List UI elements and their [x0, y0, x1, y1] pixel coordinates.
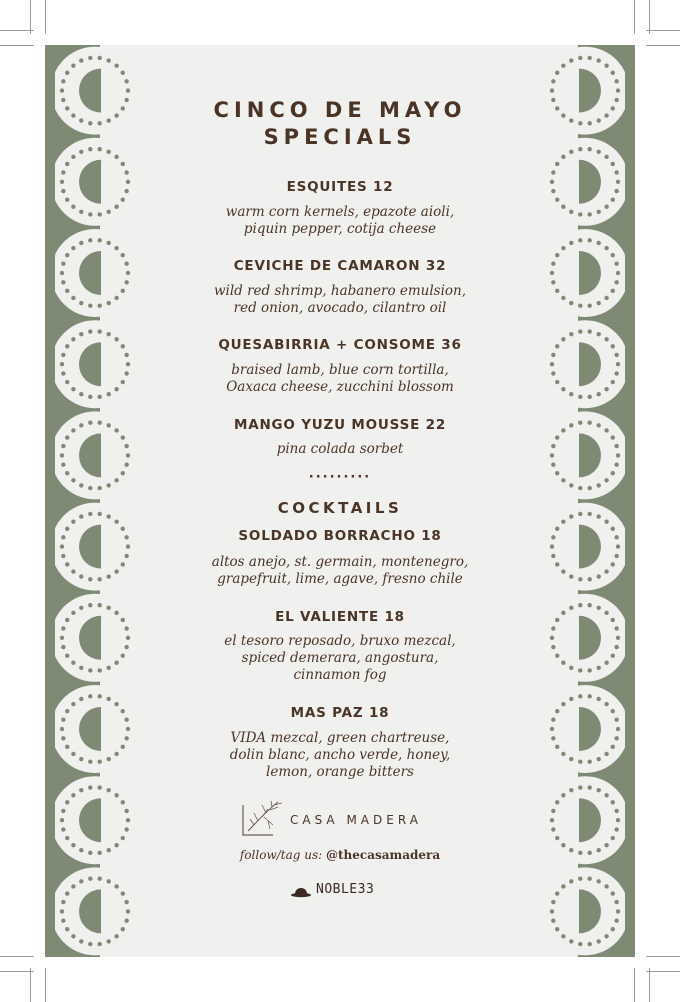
- menu-item-desc-line: altos anejo, st. germain, montenegro,: [211, 554, 469, 570]
- menu-item-desc: [100, 633, 580, 684]
- menu-item-desc-line: cinnamon fog: [293, 667, 387, 683]
- crop-mark: [45, 968, 46, 1002]
- menu-item-desc: [100, 441, 580, 458]
- section-title-cocktails: COCKTAILS: [277, 499, 403, 517]
- menu-item-name: EL VALIENTE 18: [275, 609, 405, 625]
- crop-mark: [646, 971, 680, 972]
- casa-madera-logo: [240, 799, 460, 843]
- crop-mark: [634, 0, 635, 34]
- crop-mark: [649, 0, 650, 34]
- menu-item-desc-line: dolin blanc, ancho verde, honey,: [229, 747, 451, 763]
- menu-item-desc-line: VIDA mezcal, green chartreuse,: [230, 730, 450, 746]
- follow-prefix: follow/tag us:: [239, 848, 323, 862]
- menu-item-desc-line: Oaxaca cheese, zucchini blossom: [226, 379, 454, 395]
- menu-item-name: QUESABIRRIA + CONSOME 36: [218, 337, 462, 353]
- menu-item-name: MANGO YUZU MOUSSE 22: [233, 417, 447, 433]
- menu-item-desc: [100, 362, 580, 396]
- crop-mark: [646, 30, 680, 31]
- crop-mark: [45, 0, 46, 34]
- social-handle: @thecasamadera: [326, 848, 441, 862]
- menu-content: [100, 45, 580, 957]
- partner-name: NOBLE33: [316, 882, 375, 897]
- menu-item-desc-line: spiced demerara, angostura,: [241, 650, 439, 666]
- menu-item-name: SOLDADO BORRACHO 18: [238, 528, 442, 544]
- menu-item-name: MAS PAZ 18: [290, 705, 390, 721]
- menu-title-line: SPECIALS: [263, 125, 417, 149]
- menu-item-desc-line: el tesoro reposado, bruxo mezcal,: [224, 633, 456, 649]
- crop-mark: [30, 968, 31, 1002]
- crop-mark: [0, 956, 34, 957]
- partner-logo: [290, 881, 400, 901]
- menu-item-desc-line: piquin pepper, cotija cheese: [243, 221, 437, 237]
- social-follow: [100, 848, 580, 862]
- menu-item-desc: [100, 204, 580, 238]
- branch-square-icon: [240, 799, 286, 843]
- menu-item-desc: [100, 730, 580, 781]
- menu-item-desc-line: pina colada sorbet: [276, 441, 404, 457]
- menu-item-desc-line: red onion, avocado, cilantro oil: [233, 300, 447, 316]
- menu-item-desc-line: grapefruit, lime, agave, fresno chile: [217, 571, 463, 587]
- menu-title-line: CINCO DE MAYO: [213, 98, 467, 122]
- menu-item-desc: [100, 554, 580, 588]
- menu-item-desc: [100, 283, 580, 317]
- crop-mark: [0, 45, 34, 46]
- brand-name: CASA MADERA: [290, 813, 422, 827]
- menu-item-desc-line: wild red shrimp, habanero emulsion,: [213, 283, 467, 299]
- bowler-hat-icon: [290, 883, 312, 899]
- crop-mark: [30, 0, 31, 34]
- crop-mark: [0, 30, 34, 31]
- crop-mark: [646, 45, 680, 46]
- menu-item-name: ESQUITES 12: [286, 179, 394, 195]
- crop-mark: [649, 968, 650, 1002]
- crop-mark: [634, 968, 635, 1002]
- crop-mark: [0, 971, 34, 972]
- menu-item-desc-line: braised lamb, blue corn tortilla,: [231, 362, 449, 378]
- menu-title: [100, 97, 580, 151]
- crop-mark: [646, 956, 680, 957]
- section-divider: ·········: [308, 470, 372, 485]
- menu-item-name: CEVICHE DE CAMARON 32: [233, 258, 447, 274]
- menu-item-desc-line: warm corn kernels, epazote aioli,: [225, 204, 455, 220]
- menu-item-desc-line: lemon, orange bitters: [266, 764, 414, 780]
